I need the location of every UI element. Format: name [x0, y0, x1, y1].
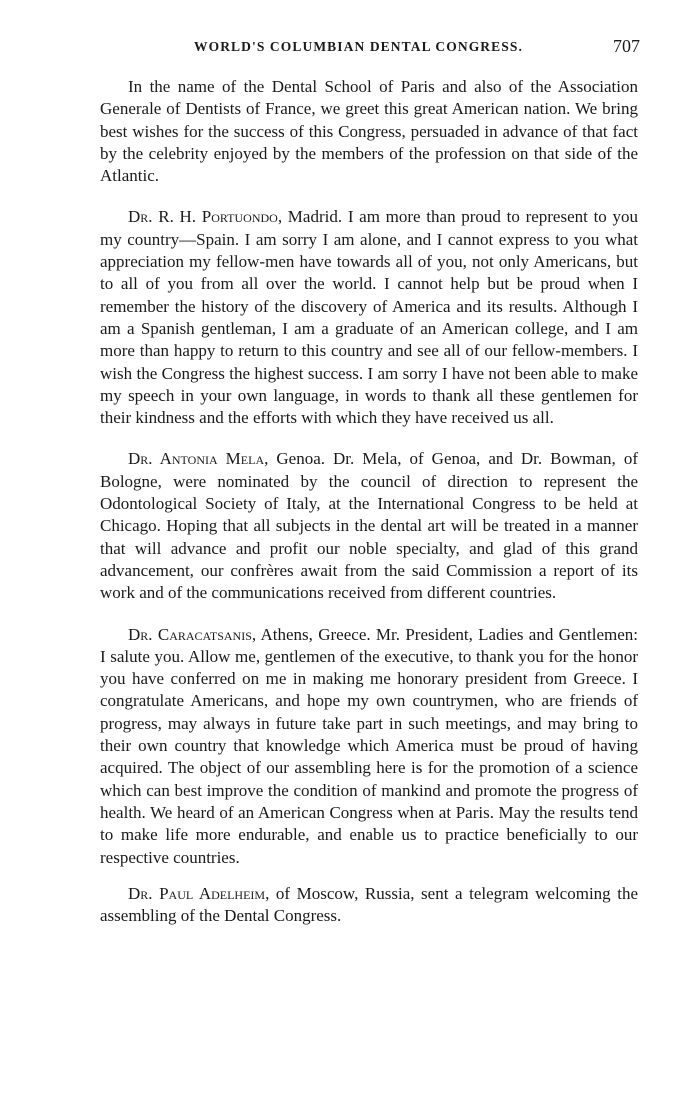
speaker-name: Dr. Paul Adelheim,	[128, 883, 270, 903]
speaker-location: Madrid.	[282, 207, 343, 227]
speaker-location: Athens, Greece.	[256, 624, 371, 644]
page-number: 707	[613, 36, 640, 56]
speaker-name: Dr. Caracatsanis,	[128, 624, 257, 644]
paragraph-text: Mr. President, Ladies and Gentlemen: I salute you. Allow me, gentlemen of the executive, to thank you for the honor you have conferred on me in making me honorary president from Greece. I congratulate Americans, and hope my own countrymen, who are friends of progress, may always in future take part in such meetings, and may bring to their own country that knowledge which America must be proud of having acquired. The object of our assembling here is for the promotion of a science which can best improve the condition of mankind and promote the progress of health. We heard of an American Congress when at Paris. May the results tend to make life more endurable, and enable us to practice beneficially to our respective countries.	[100, 624, 638, 867]
paragraph-caracatsanis	[100, 624, 638, 869]
paragraph-mela	[100, 448, 638, 604]
paragraph-adelheim	[100, 883, 638, 928]
paragraph-text: I am more than proud to represent to you my country—Spain. I am sorry I am alone, and I cannot express to you what appreciation my fellow-men have towards all of you, not only Americans, but to all of you from all over the world. I cannot help but be proud when I remember the history of the discovery of America and its results. Although I am a Spanish gentleman, I am a graduate of an American college, and I am more than happy to return to this country and see all of our fellow-members. I wish the Congress the highest success. I am sorry I have not been able to make my speech in your own language, in words to thank all these gentlemen for their kindness and the efforts with which they have received us all.	[100, 207, 639, 428]
speaker-location: Genoa.	[268, 449, 326, 469]
paragraph-text: of Moscow, Russia, sent a telegram welcoming the assembling of the Dental Congress.	[100, 883, 638, 926]
paragraph-french-greeting	[100, 76, 638, 187]
speaker-name: Dr. Antonia Mela,	[128, 449, 269, 469]
paragraph-portuondo	[100, 206, 638, 429]
running-header	[100, 36, 640, 60]
paragraph-text: In the name of the Dental School of Paris and also of the Association Generale of Dentists of France, we greet this great American nation. We bring best wishes for the success of this Congress, persuaded in advance of that fact by the celebrity enjoyed by the members of the profession on that side of the Atlantic.	[100, 77, 638, 186]
page-body	[100, 76, 638, 927]
paragraph-text: Dr. Mela, of Genoa, and Dr. Bowman, of Bologne, were nominated by the council of direction to represent the Odontological Society of Italy, at the International Congress to be held at Chicago. Hoping that all subjects in the dental art will be treated in a manner that will advance and profit our noble specialty, and glad of this grand advancement, our confrères await from the said Commission a report of its work and of the communications received from different countries.	[100, 449, 638, 603]
running-title: WORLD'S COLUMBIAN DENTAL CONGRESS.	[194, 39, 523, 54]
speaker-name: Dr. R. H. Portuondo,	[128, 207, 283, 227]
